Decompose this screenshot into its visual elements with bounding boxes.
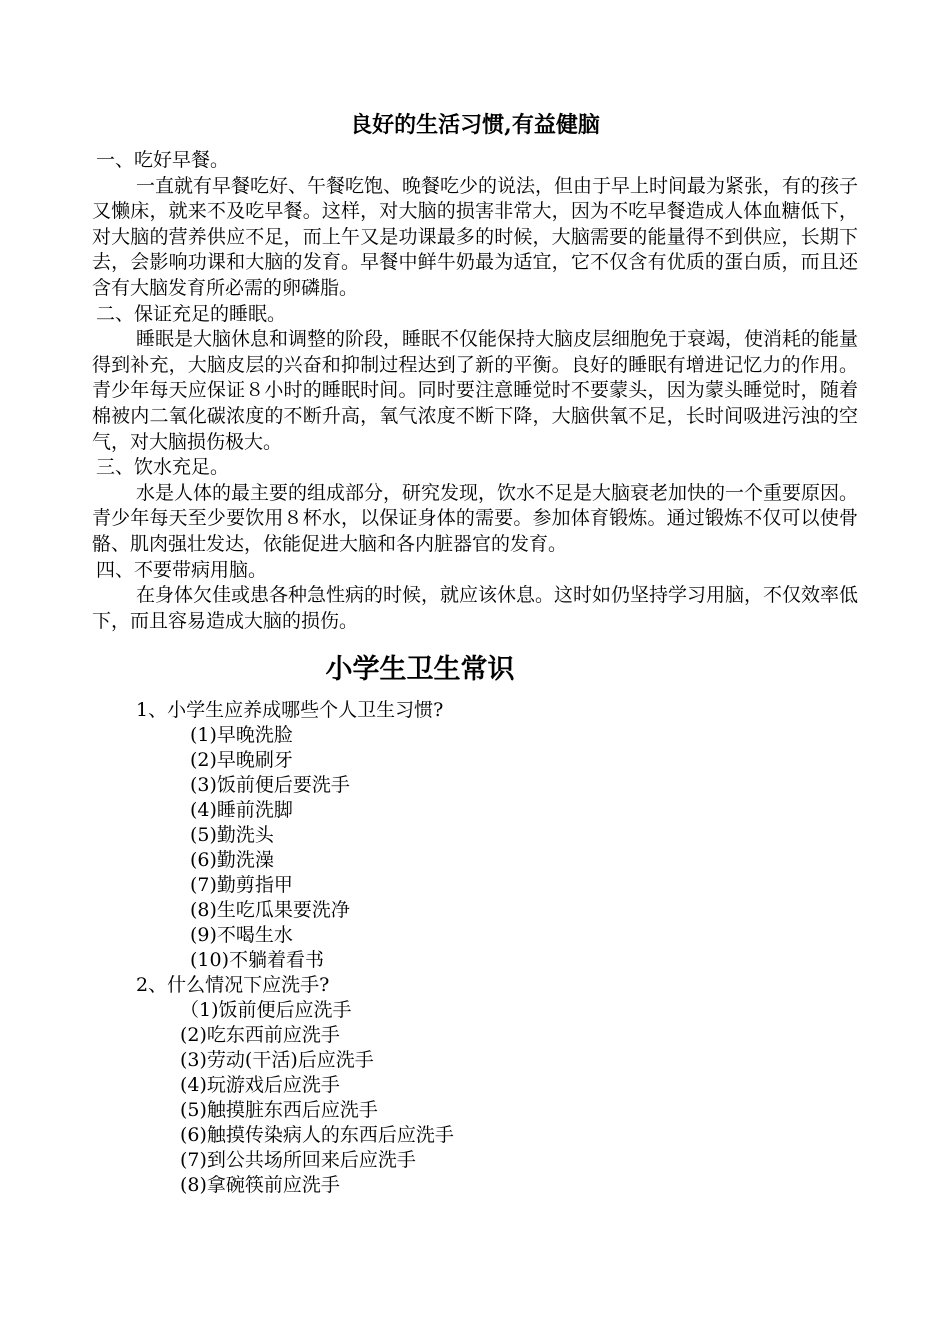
section-paragraph: 睡眠是大脑休息和调整的阶段，睡眠不仅能保持大脑皮层细胞免于衰竭，使消耗的能量得到补充，大脑皮层的兴奋和抑制过程达到了新的平衡。良好的睡眠有增进记忆力的作用。青少年每天应保证８小时的睡眠时间。同时要注意睡觉时不要蒙头，因为蒙头睡觉时，随着棉被内二氧化碳浓度的不断升高，氧气浓度不断下降，大脑供氧不足，长时间吸进污浊的空气，对大脑损伤极大。 <box>92 328 859 453</box>
list-item: (7)勤剪指甲 <box>190 874 293 896</box>
list-item: (3)饭前便后要洗手 <box>190 774 350 796</box>
list-item: (4)睡前洗脚 <box>190 799 293 821</box>
list-item: (10)不躺着看书 <box>190 949 325 971</box>
list-item: (4)玩游戏后应洗手 <box>180 1074 340 1096</box>
list-item: （1)饭前便后应洗手 <box>180 999 352 1021</box>
question-2: 2、什么情况下应洗手? <box>136 974 330 996</box>
list-item: (8)生吃瓜果要洗净 <box>190 899 350 921</box>
question-1-list <box>136 723 836 973</box>
list-item: (5)触摸脏东西后应洗手 <box>180 1099 378 1121</box>
section-paragraph: 在身体欠佳或患各种急性病的时候，就应该休息。这时如仍坚持学习用脑，不仅效率低下，而且容易造成大脑的损伤。 <box>92 584 859 632</box>
list-item: (2)早晚刷牙 <box>190 749 293 771</box>
question-1: 1、小学生应养成哪些个人卫生习惯? <box>136 699 444 721</box>
hygiene-title: 小学生卫生常识 <box>325 654 515 685</box>
section-heading: 三、饮水充足。 <box>96 456 230 479</box>
question-2-list <box>136 998 836 1198</box>
section-heading: 二、保证充足的睡眠。 <box>96 302 287 325</box>
list-item: (8)拿碗筷前应洗手 <box>180 1174 340 1196</box>
section-heading: 一、吃好早餐。 <box>96 149 230 171</box>
list-item: (3)劳动(干活)后应洗手 <box>180 1049 374 1071</box>
section-heading: 四、不要带病用脑。 <box>96 558 268 581</box>
list-item: (6)勤洗澡 <box>190 849 274 871</box>
article-body <box>92 148 858 634</box>
section-paragraph: 水是人体的最主要的组成部分，研究发现，饮水不足是大脑衰老加快的一个重要原因。青少年每天至少要饮用８杯水，以保证身体的需要。参加体育锻炼。通过锻炼不仅可以使骨骼、肌肉强壮发达，依能促进大脑和各内脏器官的发育。 <box>92 481 859 555</box>
list-item: (7)到公共场所回来后应洗手 <box>180 1149 416 1171</box>
list-item: (1)早晚洗脸 <box>190 724 293 746</box>
list-item: (5)勤洗头 <box>190 824 274 846</box>
list-item: (9)不喝生水 <box>190 924 293 946</box>
list-item: (2)吃东西前应洗手 <box>180 1024 340 1046</box>
hygiene-qa <box>136 698 836 1198</box>
section-paragraph: 一直就有早餐吃好、午餐吃饱、晚餐吃少的说法，但由于早上时间最为紧张，有的孩子又懒床，就来不及吃早餐。这样，对大脑的损害非常大，因为不吃早餐造成人体血糖低下，对大脑的营养供应不足，而上午又是功课最多的时候，大脑需要的能量得不到供应，长期下去，会影响功课和大脑的发育。早餐中鲜牛奶最为适宜，它不仅含有优质的蛋白质，而且还含有大脑发育所必需的卵磷脂。 <box>92 174 859 299</box>
list-item: (6)触摸传染病人的东西后应洗手 <box>180 1124 454 1146</box>
article-title: 良好的生活习惯,有益健脑 <box>350 112 600 138</box>
